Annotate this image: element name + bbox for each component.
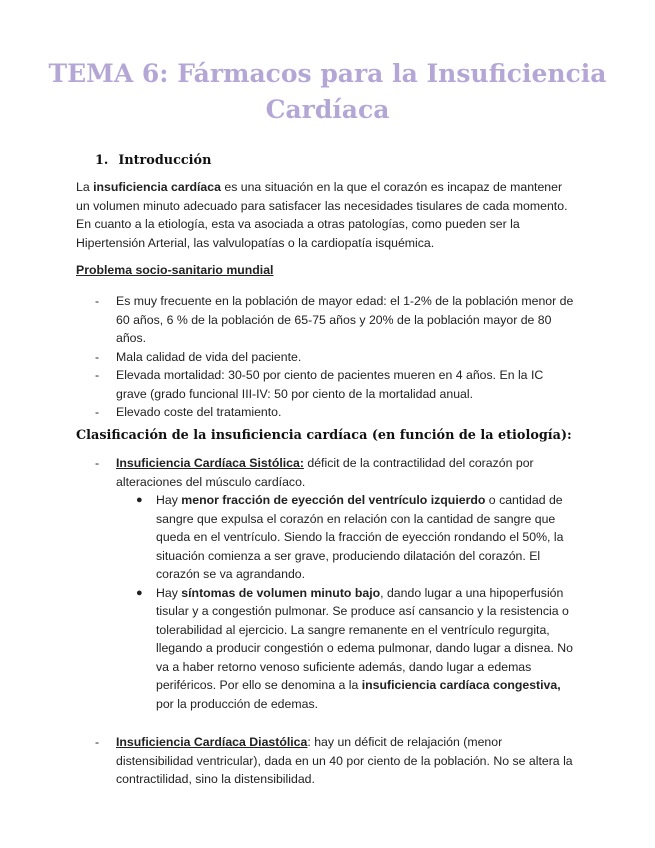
dash-bullet: - bbox=[95, 368, 100, 382]
bullet1-rest: o cantidad de sangre que expulsa el corazón en relación con la cantidad de sangre que queda en el ventrículo. Siendo la fracción de eyección rondando el 50%, la situación comienza a ser grave, produciendo dilatación del corazón. El corazón se va agrandando. bbox=[156, 493, 564, 581]
bullet2-bold: síntomas de volumen minuto bajo bbox=[181, 585, 381, 600]
dash-bullet: - bbox=[95, 294, 100, 308]
document-title bbox=[40, 56, 615, 128]
bullet1-prefix: Hay bbox=[156, 493, 182, 507]
diastolic-text: : hay un déficit de relajación (menor distensibilidad ventricular), dada en un 40 por ciento de la población. No se altera la contractilidad, sino la distensibilidad. bbox=[116, 735, 573, 786]
list-item-diastolic bbox=[76, 733, 576, 789]
bullet2-prefix: Hay bbox=[156, 585, 182, 600]
title-line-1: TEMA 6: Fármacos para la Insuficiencia bbox=[48, 59, 607, 88]
section-title: Introducción bbox=[118, 153, 212, 168]
sublist-item bbox=[116, 584, 576, 714]
list-item bbox=[76, 366, 576, 403]
section-number: 1. bbox=[95, 153, 109, 168]
systolic-text: déficit de la contractilidad del corazón por alteraciones del músculo cardíaco. bbox=[116, 456, 534, 489]
list-item-systolic bbox=[76, 454, 576, 713]
list-item-text: Mala calidad de vida del paciente. bbox=[116, 349, 302, 364]
classification-list bbox=[76, 454, 576, 713]
diastolic-list bbox=[76, 733, 576, 789]
intro-paragraph bbox=[76, 178, 576, 252]
list-item bbox=[76, 403, 576, 422]
sublist-item bbox=[116, 491, 576, 584]
bullet2-bold2: insuficiencia cardíaca congestiva, bbox=[361, 678, 561, 692]
list-item bbox=[76, 292, 576, 348]
dash-bullet: - bbox=[95, 349, 100, 364]
diastolic-label: Insuficiencia Cardíaca Diastólica bbox=[116, 735, 308, 749]
intro-bold-term: insuficiencia cardíaca bbox=[93, 180, 221, 194]
intro-prefix: La bbox=[76, 180, 94, 194]
dash-bullet: - bbox=[95, 456, 100, 470]
list-item-text: Elevado coste del tratamiento. bbox=[116, 405, 282, 419]
intro-rest: es una situación en la que el corazón es incapaz de mantener un volumen minuto adecuado para satisfacer las necesidades tisulares de cada momento. En cuanto a la etiología, esta va asociada a otras patologías, como pueden ser la Hipertensión Arterial, las valvulopatías o la cardiopatía isquémica. bbox=[76, 180, 568, 250]
list-item bbox=[76, 348, 576, 367]
dash-bullet: - bbox=[95, 405, 100, 419]
bullet1-bold: menor fracción de eyección del ventrículo izquierdo bbox=[181, 493, 486, 507]
problem-list bbox=[76, 292, 576, 422]
systolic-label: Insuficiencia Cardíaca Sistólica: bbox=[116, 456, 304, 470]
bullet2-rest: por la producción de edemas. bbox=[156, 696, 319, 711]
list-item-text: Es muy frecuente en la población de mayor edad: el 1-2% de la población menor de 60 años, 6 % de la población de 65-75 años y 20% de la población mayor de 80 años. bbox=[116, 294, 574, 345]
classification-heading: Clasificación de la insuficiencia cardíaca (en función de la etiología): bbox=[76, 428, 572, 443]
dot-bullet: ● bbox=[136, 494, 143, 506]
bullet2-middle: , dando lugar a una hipoperfusión tisular y a congestión pulmonar. Se produce así cansancio y la resistencia o tolerabilidad al ejercicio. La sangre remanente en el ventrículo regurgita, llegando a producir congestión o edema pulmonar, dando lugar a disnea. No va a haber retorno venoso suficiente además, dando lugar a edemas periféricos. Por ello se denomina a la bbox=[156, 585, 574, 692]
dot-bullet: ● bbox=[136, 586, 143, 599]
systolic-sublist bbox=[116, 491, 576, 713]
dash-bullet: - bbox=[95, 735, 100, 749]
section-heading-introduccion bbox=[95, 153, 211, 168]
problem-heading: Problema socio-sanitario mundial bbox=[76, 263, 274, 277]
list-item-text: Elevada mortalidad: 30-50 por ciento de pacientes mueren en 4 años. En la IC grave (grado funcional III-IV: 50 por ciento de la mortalidad anual. bbox=[116, 368, 544, 401]
title-line-2: Cardíaca bbox=[265, 95, 390, 124]
